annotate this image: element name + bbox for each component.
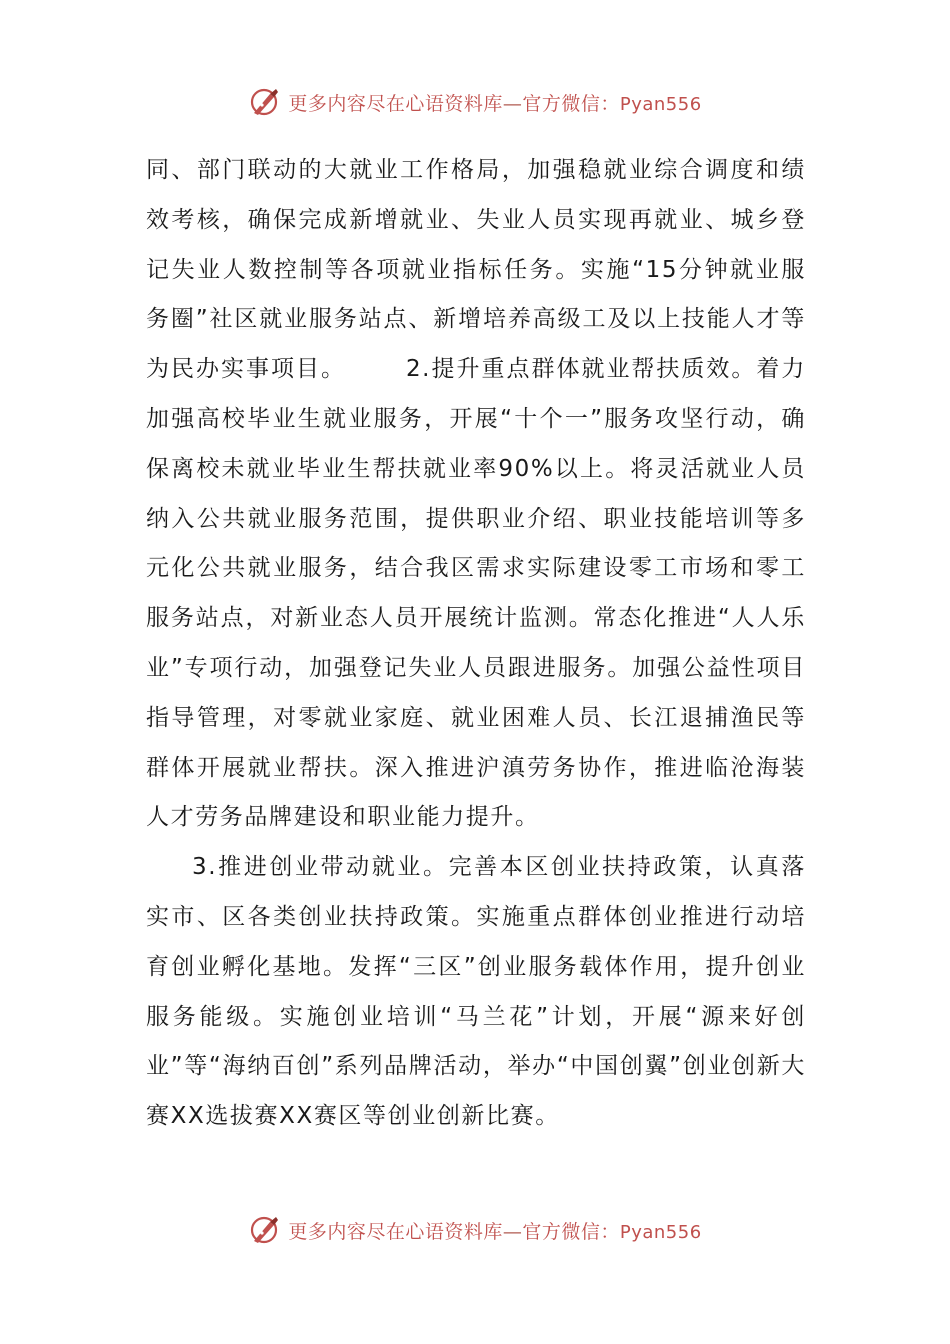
paragraph-employment-pattern: [146, 146, 806, 843]
pen-nib-circle-icon: [248, 85, 282, 119]
watermark-text: 更多内容尽在心语资料库—官方微信：Pyan556: [288, 1220, 702, 1243]
header-watermark-banner: [0, 80, 950, 124]
pen-nib-circle-icon: [248, 1213, 282, 1247]
paragraph-heading-2: 2.提升重点群体就业帮扶质效。着力加强高校毕业生就业服务，开展“十个一”服务攻坚行动，确保离校未就业毕业生帮扶就业率90%以上。将灵活就业人员纳入公共就业服务范围，提供职业介绍、职业技能培训等多元化公共就业服务，结合我区需求实际建设零工市场和零工服务站点，对新业态人员开展统计监测。常态化推进“人人乐业”专项行动，加强登记失业人员跟进服务。加强公益性项目指导管理，对零就业家庭、就业困难人员、长江退捕渔民等群体开展就业帮扶。深入推进沪滇劳务协作，推进临沧海装人才劳务品牌建设和职业能力提升。: [146, 356, 806, 831]
footer-watermark-banner: [0, 1208, 950, 1252]
paragraph-entrepreneurship: 3.推进创业带动就业。完善本区创业扶持政策，认真落实市、区各类创业扶持政策。实施重点群体创业推进行动培育创业孵化基地。发挥“三区”创业服务载体作用，提升创业服务能级。实施创业培训“马兰花”计划，开展“源来好创业”等“海纳百创”系列品牌活动，举办“中国创翼”创业创新大赛XX选拔赛XX赛区等创业创新比赛。: [146, 854, 806, 1130]
watermark-text: 更多内容尽在心语资料库—官方微信：Pyan556: [288, 92, 702, 115]
paragraph-text: 同、部门联动的大就业工作格局，加强稳就业综合调度和绩效考核，确保完成新增就业、失业人员实现再就业、城乡登记失业人数控制等各项就业指标任务。实施“15分钟就业服务圈”社区就业服务站点、新增培养高级工及以上技能人才等为民办实事项目。: [146, 157, 806, 383]
document-body: [146, 146, 806, 1142]
